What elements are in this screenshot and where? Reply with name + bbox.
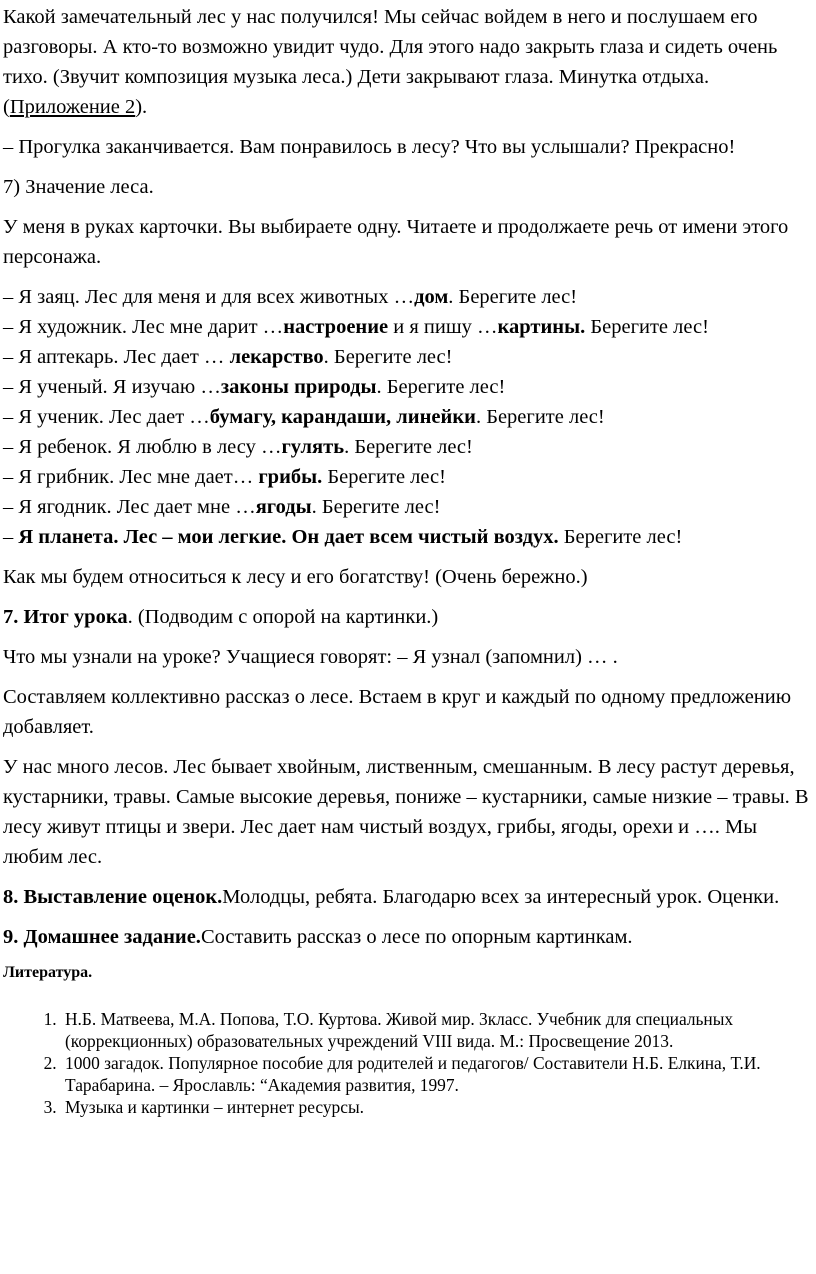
reference-item: 1. Н.Б. Матвеева, М.А. Попова, Т.О. Куртова. Живой мир. 3класс. Учебник для специальных (коррекционных) образовательных учреждений VIII вида. М.: Просвещение 2013. [61,1008,814,1052]
dialog-list [3,282,814,552]
appendix-link[interactable]: Приложение 2 [9,96,136,118]
story-intro-paragraph: Составляем коллективно рассказ о лесе. Встаем в круг и каждый по одному предложению добавляет. [3,686,792,738]
walk-end-paragraph: – Прогулка заканчивается. Вам понравилось в лесу? Что вы услышали? Прекрасно! [3,136,736,158]
grades-paragraph: 8. Выставление оценок.Молодцы, ребята. Благодарю всех за интересный урок. Оценки. [3,886,780,908]
reference-item: 2. 1000 загадок. Популярное пособие для родителей и педагогов/ Составители Н.Б. Елкина, Т.И. Тарабарина. – Ярославль: “Академия развития, 1997. [61,1052,814,1096]
story-paragraph: У нас много лесов. Лес бывает хвойным, лиственным, смешанным. В лесу растут деревья, кустарники, травы. Самые высокие деревья, пониже – кустарники, самые низкие – травы. В лесу живут птицы и звери. Лес дает нам чистый воздух, грибы, ягоды, орехи и …. Мы любим лес. [3,756,809,868]
dialog-line: – Я ягодник. Лес дает мне …ягоды. Берегите лес! [3,496,441,518]
cards-intro-paragraph: У меня в руках карточки. Вы выбираете одну. Читаете и продолжаете речь от имени этого персонажа. [3,216,789,268]
dialog-line: – Я художник. Лес мне дарит …настроение и я пишу …картины. Берегите лес! [3,316,709,338]
dialog-line: – Я ученик. Лес дает …бумагу, карандаши, линейки. Берегите лес! [3,406,605,428]
dialog-line: – Я грибник. Лес мне дает… грибы. Берегите лес! [3,466,446,488]
reference-item: 3. Музыка и картинки – интернет ресурсы. [61,1096,814,1118]
homework-paragraph: 9. Домашнее задание.Составить рассказ о лесе по опорным картинкам. [3,926,633,948]
section-heading: 7) Значение леса. [3,176,154,198]
treat-forest-paragraph: Как мы будем относиться к лесу и его богатству! (Очень бережно.) [3,566,588,588]
literature-heading: Литература. [3,964,93,981]
summary-paragraph: 7. Итог урока. (Подводим с опорой на картинки.) [3,606,439,628]
dialog-line: – Я заяц. Лес для меня и для всех животных …дом. Берегите лес! [3,286,578,308]
references-list [3,1008,814,1118]
dialog-line: – Я аптекарь. Лес дает … лекарство. Берегите лес! [3,346,453,368]
dialog-line: – Я ученый. Я изучаю …законы природы. Берегите лес! [3,376,506,398]
intro-paragraph: Какой замечательный лес у нас получился! Мы сейчас войдем в него и послушаем его разговоры. А кто-то возможно увидит чудо. Для этого надо закрыть глаза и сидеть очень тихо. (Звучит композиция музыка леса.) Дети закрывают глаза. Минутка отдыха. (Приложение 2). [3,6,778,118]
dialog-line: – Я планета. Лес – мои легкие. Он дает всем чистый воздух. Берегите лес! [3,526,683,548]
learned-paragraph: Что мы узнали на уроке? Учащиеся говорят: – Я узнал (запомнил) … . [3,646,618,668]
dialog-line: – Я ребенок. Я люблю в лесу …гулять. Берегите лес! [3,436,473,458]
